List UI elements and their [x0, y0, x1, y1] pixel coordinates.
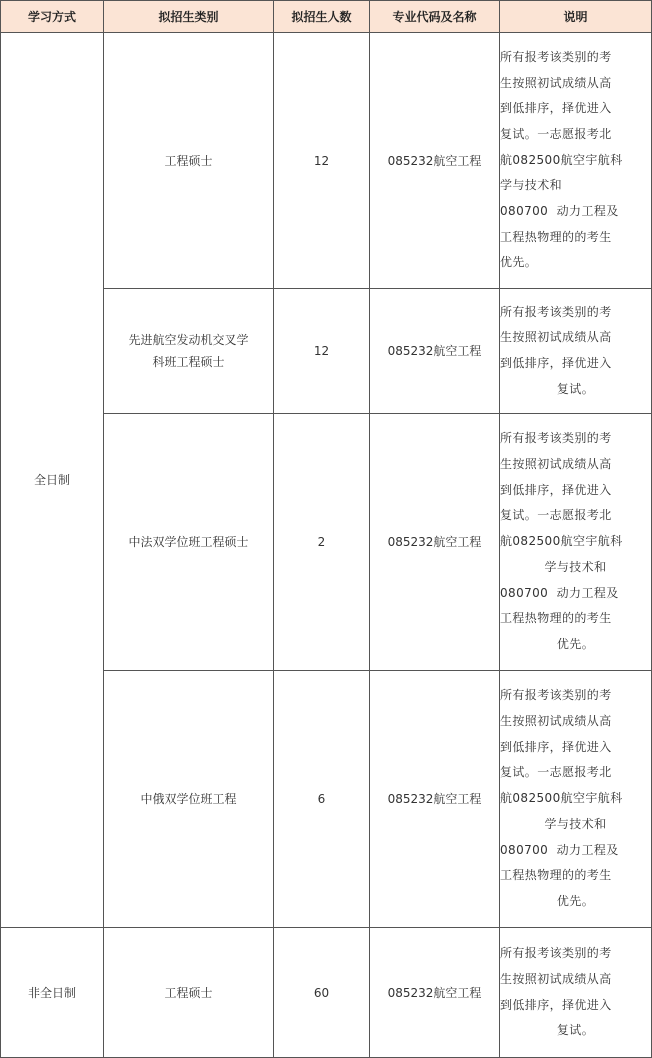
- header-study-mode: 学习方式: [1, 1, 104, 33]
- notes-line: 所有报考该类别的考: [500, 304, 612, 319]
- notes-line: 生按照初试成绩从高: [500, 971, 612, 986]
- notes-line: 复试。: [556, 1023, 595, 1038]
- notes-line: 复试。一志愿报考北: [500, 126, 612, 141]
- notes-line: 到低排序，择优进入: [500, 356, 612, 370]
- category-cell: 中法双学位班工程硕士: [104, 414, 274, 671]
- notes-line: 080700 动力工程及: [500, 585, 619, 600]
- notes-line: 复试。一志愿报考北: [500, 765, 612, 780]
- notes-line: 生按照初试成绩从高: [500, 457, 612, 472]
- notes-line: 所有报考该类别的考: [500, 431, 612, 446]
- notes-cell: [500, 289, 652, 414]
- header-count: 拟招生人数: [274, 1, 370, 33]
- study-mode-cell: 全日制: [1, 33, 104, 928]
- notes-line: 工程热物理的的考生: [500, 868, 612, 883]
- notes-line: 学与技术和: [544, 816, 607, 831]
- notes-line: 优先。: [556, 636, 595, 651]
- category-line: 科班工程硕士: [152, 355, 225, 369]
- notes-line: 生按照初试成绩从高: [500, 714, 612, 729]
- major-cell: 085232航空工程: [370, 33, 500, 289]
- count-cell: 60: [274, 928, 370, 1058]
- notes-line: 航082500航空宇航科: [500, 152, 623, 167]
- category-cell: 中俄双学位班工程: [104, 671, 274, 928]
- notes-line: 复试。一志愿报考北: [500, 508, 612, 523]
- major-cell: 085232航空工程: [370, 289, 500, 414]
- table-row: [1, 33, 652, 289]
- notes-line: 080700 动力工程及: [500, 204, 619, 219]
- study-mode-cell: 非全日制: [1, 928, 104, 1058]
- notes-line: 生按照初试成绩从高: [500, 75, 612, 90]
- notes-line: 工程热物理的的考生: [500, 229, 612, 244]
- notes-line: 所有报考该类别的考: [500, 688, 612, 703]
- notes-cell: [500, 414, 652, 671]
- notes-line: 到低排序，择优进入: [500, 739, 612, 754]
- header-major: 专业代码及名称: [370, 1, 500, 33]
- notes-line: 生按照初试成绩从高: [500, 330, 612, 345]
- count-cell: 12: [274, 289, 370, 414]
- notes-line: 到低排序，择优进入: [500, 997, 612, 1012]
- notes-line: 工程热物理的的考生: [500, 611, 612, 626]
- notes-line: 所有报考该类别的考: [500, 49, 612, 64]
- category-cell: 工程硕士: [104, 33, 274, 289]
- count-cell: 12: [274, 33, 370, 289]
- notes-line: 优先。: [500, 255, 538, 270]
- category-cell: [104, 289, 274, 414]
- count-cell: 2: [274, 414, 370, 671]
- notes-line: 复试。: [556, 381, 595, 396]
- category-cell: 工程硕士: [104, 928, 274, 1058]
- header-category: 拟招生类别: [104, 1, 274, 33]
- count-cell: 6: [274, 671, 370, 928]
- header-notes: 说明: [500, 1, 652, 33]
- notes-line: 航082500航空宇航科: [500, 791, 623, 806]
- header-row: [1, 1, 652, 33]
- table-row: [1, 928, 652, 1058]
- major-cell: 085232航空工程: [370, 414, 500, 671]
- notes-cell: [500, 33, 652, 289]
- notes-cell: [500, 671, 652, 928]
- notes-cell: [500, 928, 652, 1058]
- notes-line: 到低排序，择优进入: [500, 482, 612, 497]
- major-cell: 085232航空工程: [370, 928, 500, 1058]
- notes-line: 到低排序，择优进入: [500, 101, 612, 116]
- notes-line: 学与技术和: [500, 178, 563, 193]
- major-cell: 085232航空工程: [370, 671, 500, 928]
- notes-line: 优先。: [556, 893, 595, 908]
- category-line: 先进航空发动机交叉学: [128, 333, 249, 347]
- notes-line: 080700 动力工程及: [500, 842, 619, 857]
- notes-line: 学与技术和: [544, 559, 607, 574]
- notes-line: 航082500航空宇航科: [500, 534, 623, 549]
- notes-line: 所有报考该类别的考: [500, 946, 612, 961]
